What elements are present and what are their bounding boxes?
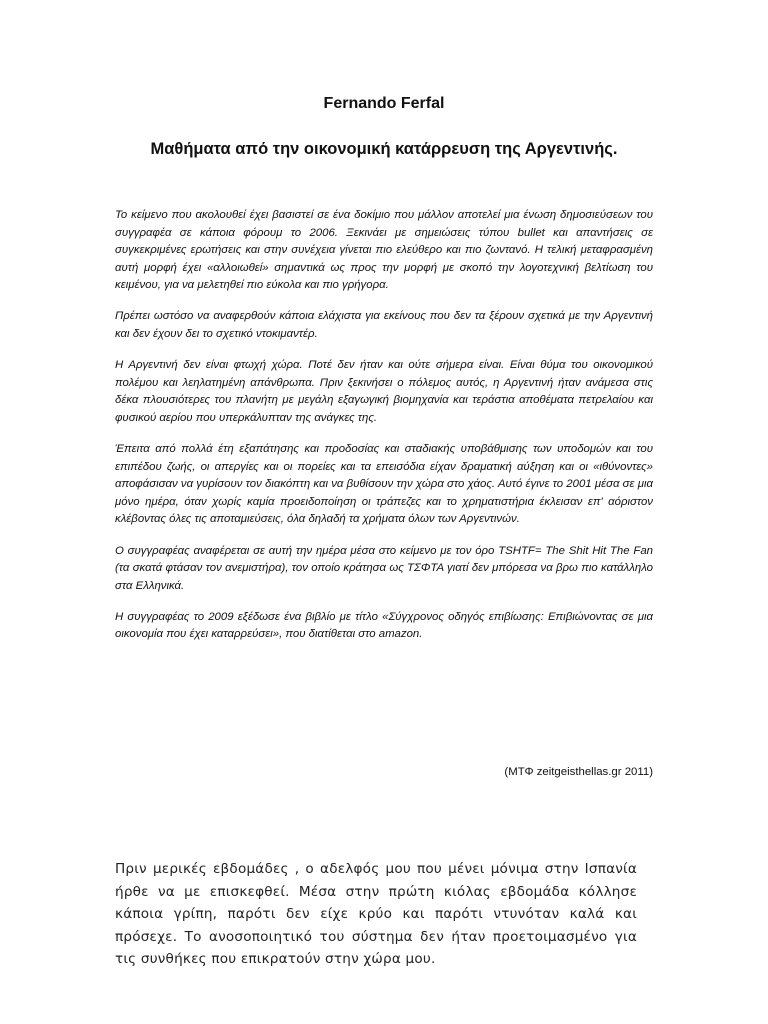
intro-paragraph: Η συγγραφέας το 2009 εξέδωσε ένα βιβλίο με τίτλο «Σύγχρονος οδηγός επιβίωσης: Επιβιώνοντας σε μια οικονομία που έχει καταρρεύσει», που διατίθεται στο amazon.: [115, 610, 653, 641]
intro-paragraph: Πρέπει ωστόσο να αναφερθούν κάποια ελάχιστα για εκείνους που δεν τα ξέρουν σχετικά με την Αργεντινή και δεν έχουν δει το σχετικό ντοκιμαντέρ.: [115, 310, 653, 341]
intro-paragraph: Έπειτα από πολλά έτη εξαπάτησης και προδοσίας και σταδιακής υποβάθμισης των υποδομών και του επιπέδου ζωής, οι απεργίες και οι πορείες και τα επεισόδια είχαν δραματική αύξηση και οι «ιθύνοντες» αποφάσισαν να γυρίσουν τον διακόπτη και να βυθίσουν την χώρα στο χάος. Αυτό έγινε το 2001 μέσα σε μια μόνο ημέρα, όταν χωρίς καμία προειδοποίηση οι τράπεζες και το χρηματιστήρια έκλεισαν επ' αόριστον κλέβοντας όλες τις αποταμιεύσεις, όλα δηλαδή τα χρήματα όλων των Αργεντινών.: [115, 443, 653, 526]
translator-intro: [115, 207, 653, 657]
body-paragraph: Πριν μερικές εβδομάδες , ο αδελφός μου που μένει μόνιμα στην Ισπανία ήρθε να με επισκεφθεί. Μέσα στην πρώτη κιόλας εβδομάδα κόλλησε κάποια γρίπη, παρότι δεν είχε κρύο και παρότι ντυνόταν καλά και πρόσεχε. Το ανοσοποιητικό του σύστημα δεν ήταν προετοιμασμένο για τις συνθήκες που επικρατούν στην χώρα μου.: [115, 861, 637, 968]
author-name: Fernando Ferfal: [323, 95, 445, 112]
translation-credit: (ΜΤΦ zeitgeisthellas.gr 2011): [504, 766, 653, 778]
intro-paragraph: Η Αργεντινή δεν είναι φτωχή χώρα. Ποτέ δεν ήταν και ούτε σήμερα είναι. Είναι θύμα του οικονομικού πολέμου και λεηλατημένη απάνθρωπα. Πριν ξεκινήσει ο πόλεμος αυτός, η Αργεντινή ήταν ανάμεσα στις δέκα πλουσιότερες του πλανήτη με μεγάλη εξαγωγική βιομηχανία και τεράστια αποθέματα πετρελαίου και φυσικού αερίου που υπερκάλυπταν της ανάγκες της.: [115, 359, 653, 424]
main-text: [115, 858, 637, 971]
intro-paragraph: Ο συγγραφέας αναφέρεται σε αυτή την ημέρα μέσα στο κείμενο με τον όρο TSHTF= The Shit Hit The Fan (τα σκατά φτάσαν τον ανεμιστήρα), τον οποίο κράτησα ως ΤΣΦΤΑ γιατί δεν μπόρεσα να βρω πιο κατάλληλο στα Ελληνικά.: [115, 544, 653, 592]
document-title: Μαθήματα από την οικονομική κατάρρευση της Αργεντινής.: [150, 140, 618, 158]
intro-paragraph: Το κείμενο που ακολουθεί έχει βασιστεί σε ένα δοκίμιο που μάλλον αποτελεί μια ένωση δημοσιεύσεων του συγγραφέα σε κάποια φόρουμ το 2006. Ξεκινάει με σημειώσεις τύπου bullet και απαντήσεις σε συγκεκριμένες ερωτήσεις και στην συνέχεια γίνεται πιο ελεύθερο και πιο ζωντανό. Η τελική μεταφρασμένη αυτή μορφή έχει «αλλοιωθεί» σημαντικά ως προς την μορφή με σκοπό την λογοτεχνική βελτίωση του κειμένου, για να μελετηθεί πιο εύκολα και πιο γρήγορα.: [115, 209, 653, 292]
